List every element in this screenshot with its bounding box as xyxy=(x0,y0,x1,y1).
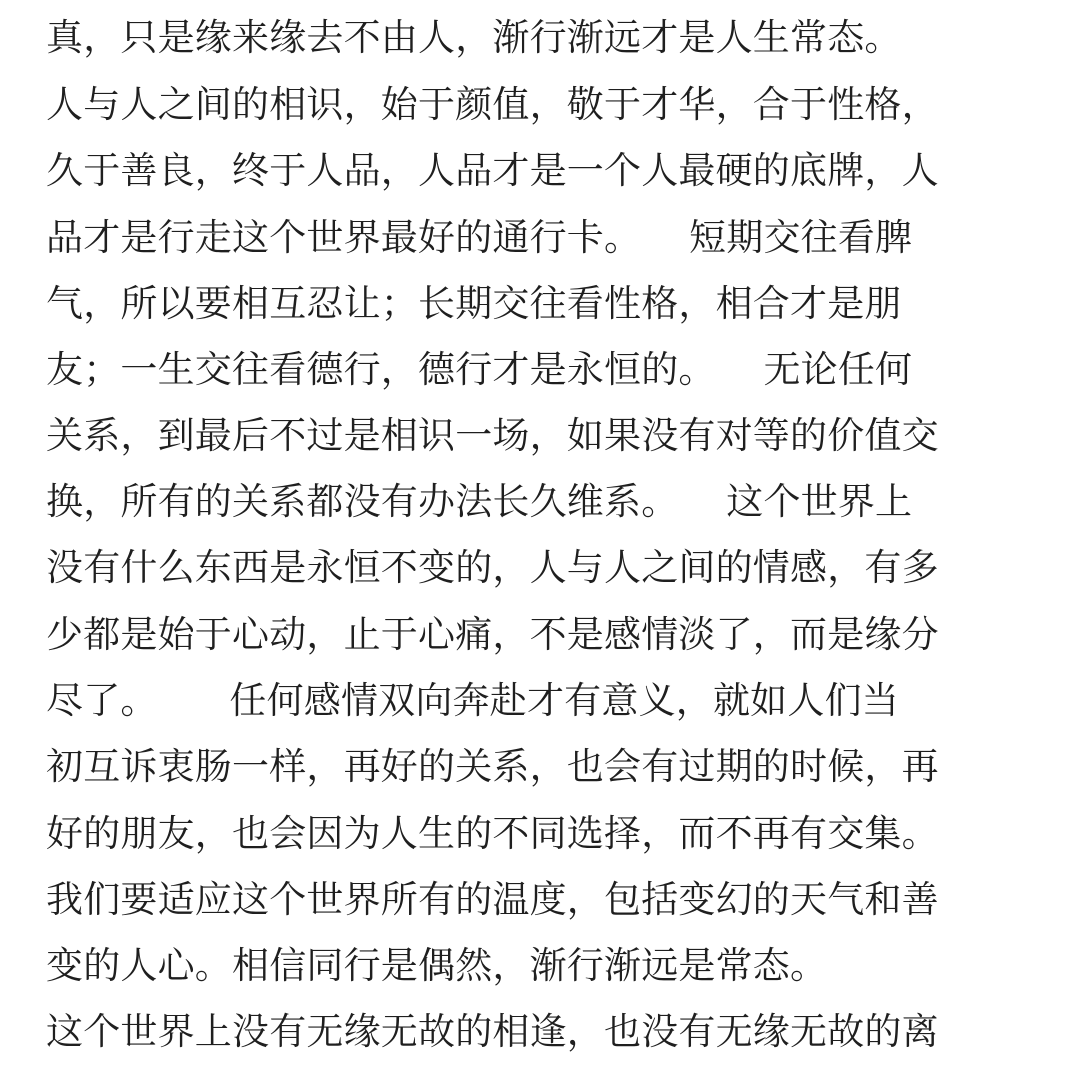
text-line: 这个世界上没有无缘无故的相逢，也没有无缘无故的离 xyxy=(46,1010,939,1053)
text-line: 人与人之间的相识，始于颜值，敬于才华，合于性格， xyxy=(46,83,939,126)
text-line: 真，只是缘来缘去不由人，渐行渐远才是人生常态。 xyxy=(46,16,902,59)
text-line: 品才是行走这个世界最好的通行卡。 短期交往看脾 xyxy=(46,216,913,259)
text-line: 初互诉衷肠一样，再好的关系，也会有过期的时候，再 xyxy=(46,745,939,788)
text-line: 气，所以要相互忍让；长期交往看性格，相合才是朋 xyxy=(46,282,902,325)
text-line: 换，所有的关系都没有办法长久维系。 这个世界上 xyxy=(46,480,913,523)
text-line: 没有什么东西是永恒不变的，人与人之间的情感，有多 xyxy=(46,546,939,589)
text-line: 我们要适应这个世界所有的温度，包括变幻的天气和善 xyxy=(46,878,939,921)
text-line: 友；一生交往看德行，德行才是永恒的。 无论任何 xyxy=(46,348,913,391)
text-line: 变的人心。相信同行是偶然，渐行渐远是常态。 xyxy=(46,944,828,987)
text-line: 少都是始于心动，止于心痛，不是感情淡了，而是缘分 xyxy=(46,613,939,656)
text-line: 关系，到最后不过是相识一场，如果没有对等的价值交 xyxy=(46,414,939,457)
text-line: 好的朋友，也会因为人生的不同选择，而不再有交集。 xyxy=(46,812,939,855)
text-line: 久于善良，终于人品，人品才是一个人最硬的底牌，人 xyxy=(46,149,939,192)
text-line: 尽了。 任何感情双向奔赴才有意义，就如人们当 xyxy=(46,679,899,722)
